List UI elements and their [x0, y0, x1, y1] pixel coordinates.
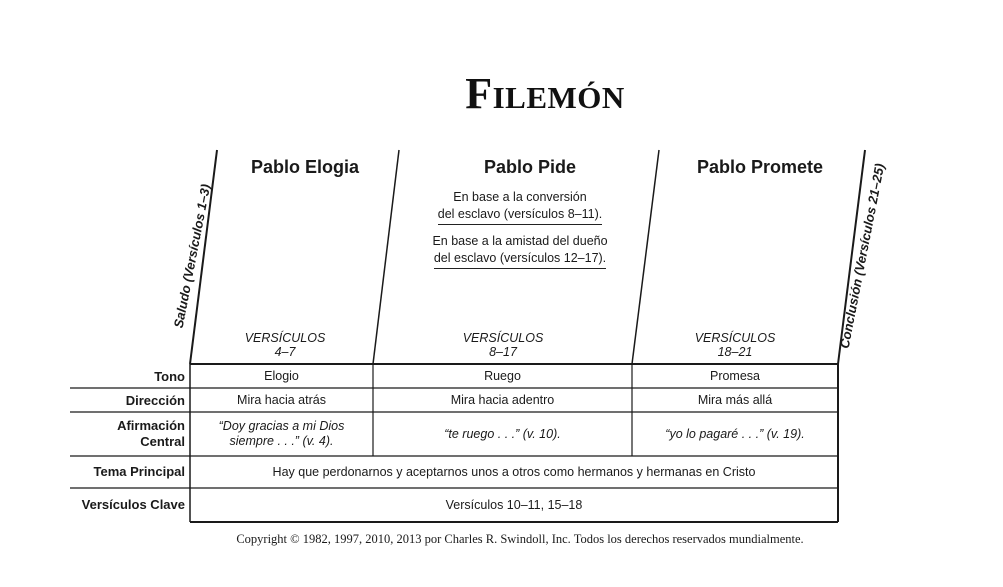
- saludo-label: Saludo (Versículos 1–3): [170, 182, 214, 330]
- row-label-afirmacion-line-2: Central: [140, 434, 185, 449]
- verses-promete: [665, 331, 805, 359]
- row-label-afirmacion-line-1: Afirmación: [117, 418, 185, 433]
- cell-direccion-1: Mira hacia atrás: [237, 392, 326, 407]
- cell-tema-principal: Hay que perdonarnos y aceptarnos unos a otros como hermanos y hermanas en Cristo: [272, 464, 756, 479]
- pide-note-1-line-2-text: del esclavo (versículos 8–11).: [438, 207, 602, 225]
- cell-direccion-2: Mira hacia adentro: [450, 392, 555, 407]
- cell-afirmacion-3: “yo lo pagaré . . .” (v. 19).: [665, 426, 805, 441]
- divider-1: [373, 150, 399, 364]
- pide-note-1-line-2: [410, 206, 630, 223]
- verses-promete-range: 18–21: [717, 345, 753, 359]
- cell-direccion-3: Mira más allá: [697, 392, 773, 407]
- row-label-direccion: Dirección: [125, 393, 185, 408]
- section-title-elogia: Pablo Elogia: [250, 157, 360, 177]
- divider-2: [632, 150, 659, 364]
- verses-pide-label: VERSÍCULOS: [462, 331, 544, 345]
- row-label-tono: Tono: [154, 369, 185, 384]
- row-label-afirmacion: [117, 418, 185, 450]
- row-labels-column: [40, 0, 185, 587]
- section-title-promete: Pablo Promete: [696, 157, 824, 177]
- cell-versiculos-clave: Versículos 10–11, 15–18: [445, 497, 583, 512]
- pide-note-1-line-1: En base a la conversión: [453, 190, 587, 204]
- verses-pide: [433, 331, 573, 359]
- verses-pide-range: 8–17: [489, 345, 517, 359]
- verses-elogia-label: VERSÍCULOS: [244, 331, 326, 345]
- cell-tono-ruego: Ruego: [484, 368, 521, 383]
- cell-afirmacion-1-line-2: siempre . . .” (v. 4).: [229, 434, 334, 448]
- cell-tono-promesa: Promesa: [709, 368, 761, 383]
- pide-note-2-line-2-text: del esclavo (versículos 12–17).: [434, 251, 606, 269]
- verses-elogia: [215, 331, 355, 359]
- pide-note-2: [410, 233, 630, 267]
- cell-afirmacion-1-line-1: “Doy gracias a mi Dios: [218, 419, 345, 433]
- section-title-pide: Pablo Pide: [483, 157, 577, 177]
- pide-note-2-line-2: [410, 250, 630, 267]
- cell-afirmacion-2: “te ruego . . .” (v. 10).: [444, 426, 561, 441]
- row-label-tema: Tema Principal: [93, 464, 185, 479]
- cell-afirmacion-1: [190, 412, 373, 456]
- page-title: Filemón: [465, 69, 625, 118]
- pide-note-1: [410, 189, 630, 223]
- verses-promete-label: VERSÍCULOS: [694, 331, 776, 345]
- cell-tono-elogio: Elogio: [264, 368, 299, 383]
- conclusion-label: Conclusión (Versículos 21–25): [836, 162, 888, 350]
- row-label-clave: Versículos Clave: [81, 497, 185, 512]
- copyright-notice: Copyright © 1982, 1997, 2010, 2013 por Charles R. Swindoll, Inc. Todos los derechos reservados mundialmente.: [236, 532, 804, 546]
- verses-elogia-range: 4–7: [274, 345, 296, 359]
- pide-note-2-line-1: En base a la amistad del dueño: [432, 234, 608, 248]
